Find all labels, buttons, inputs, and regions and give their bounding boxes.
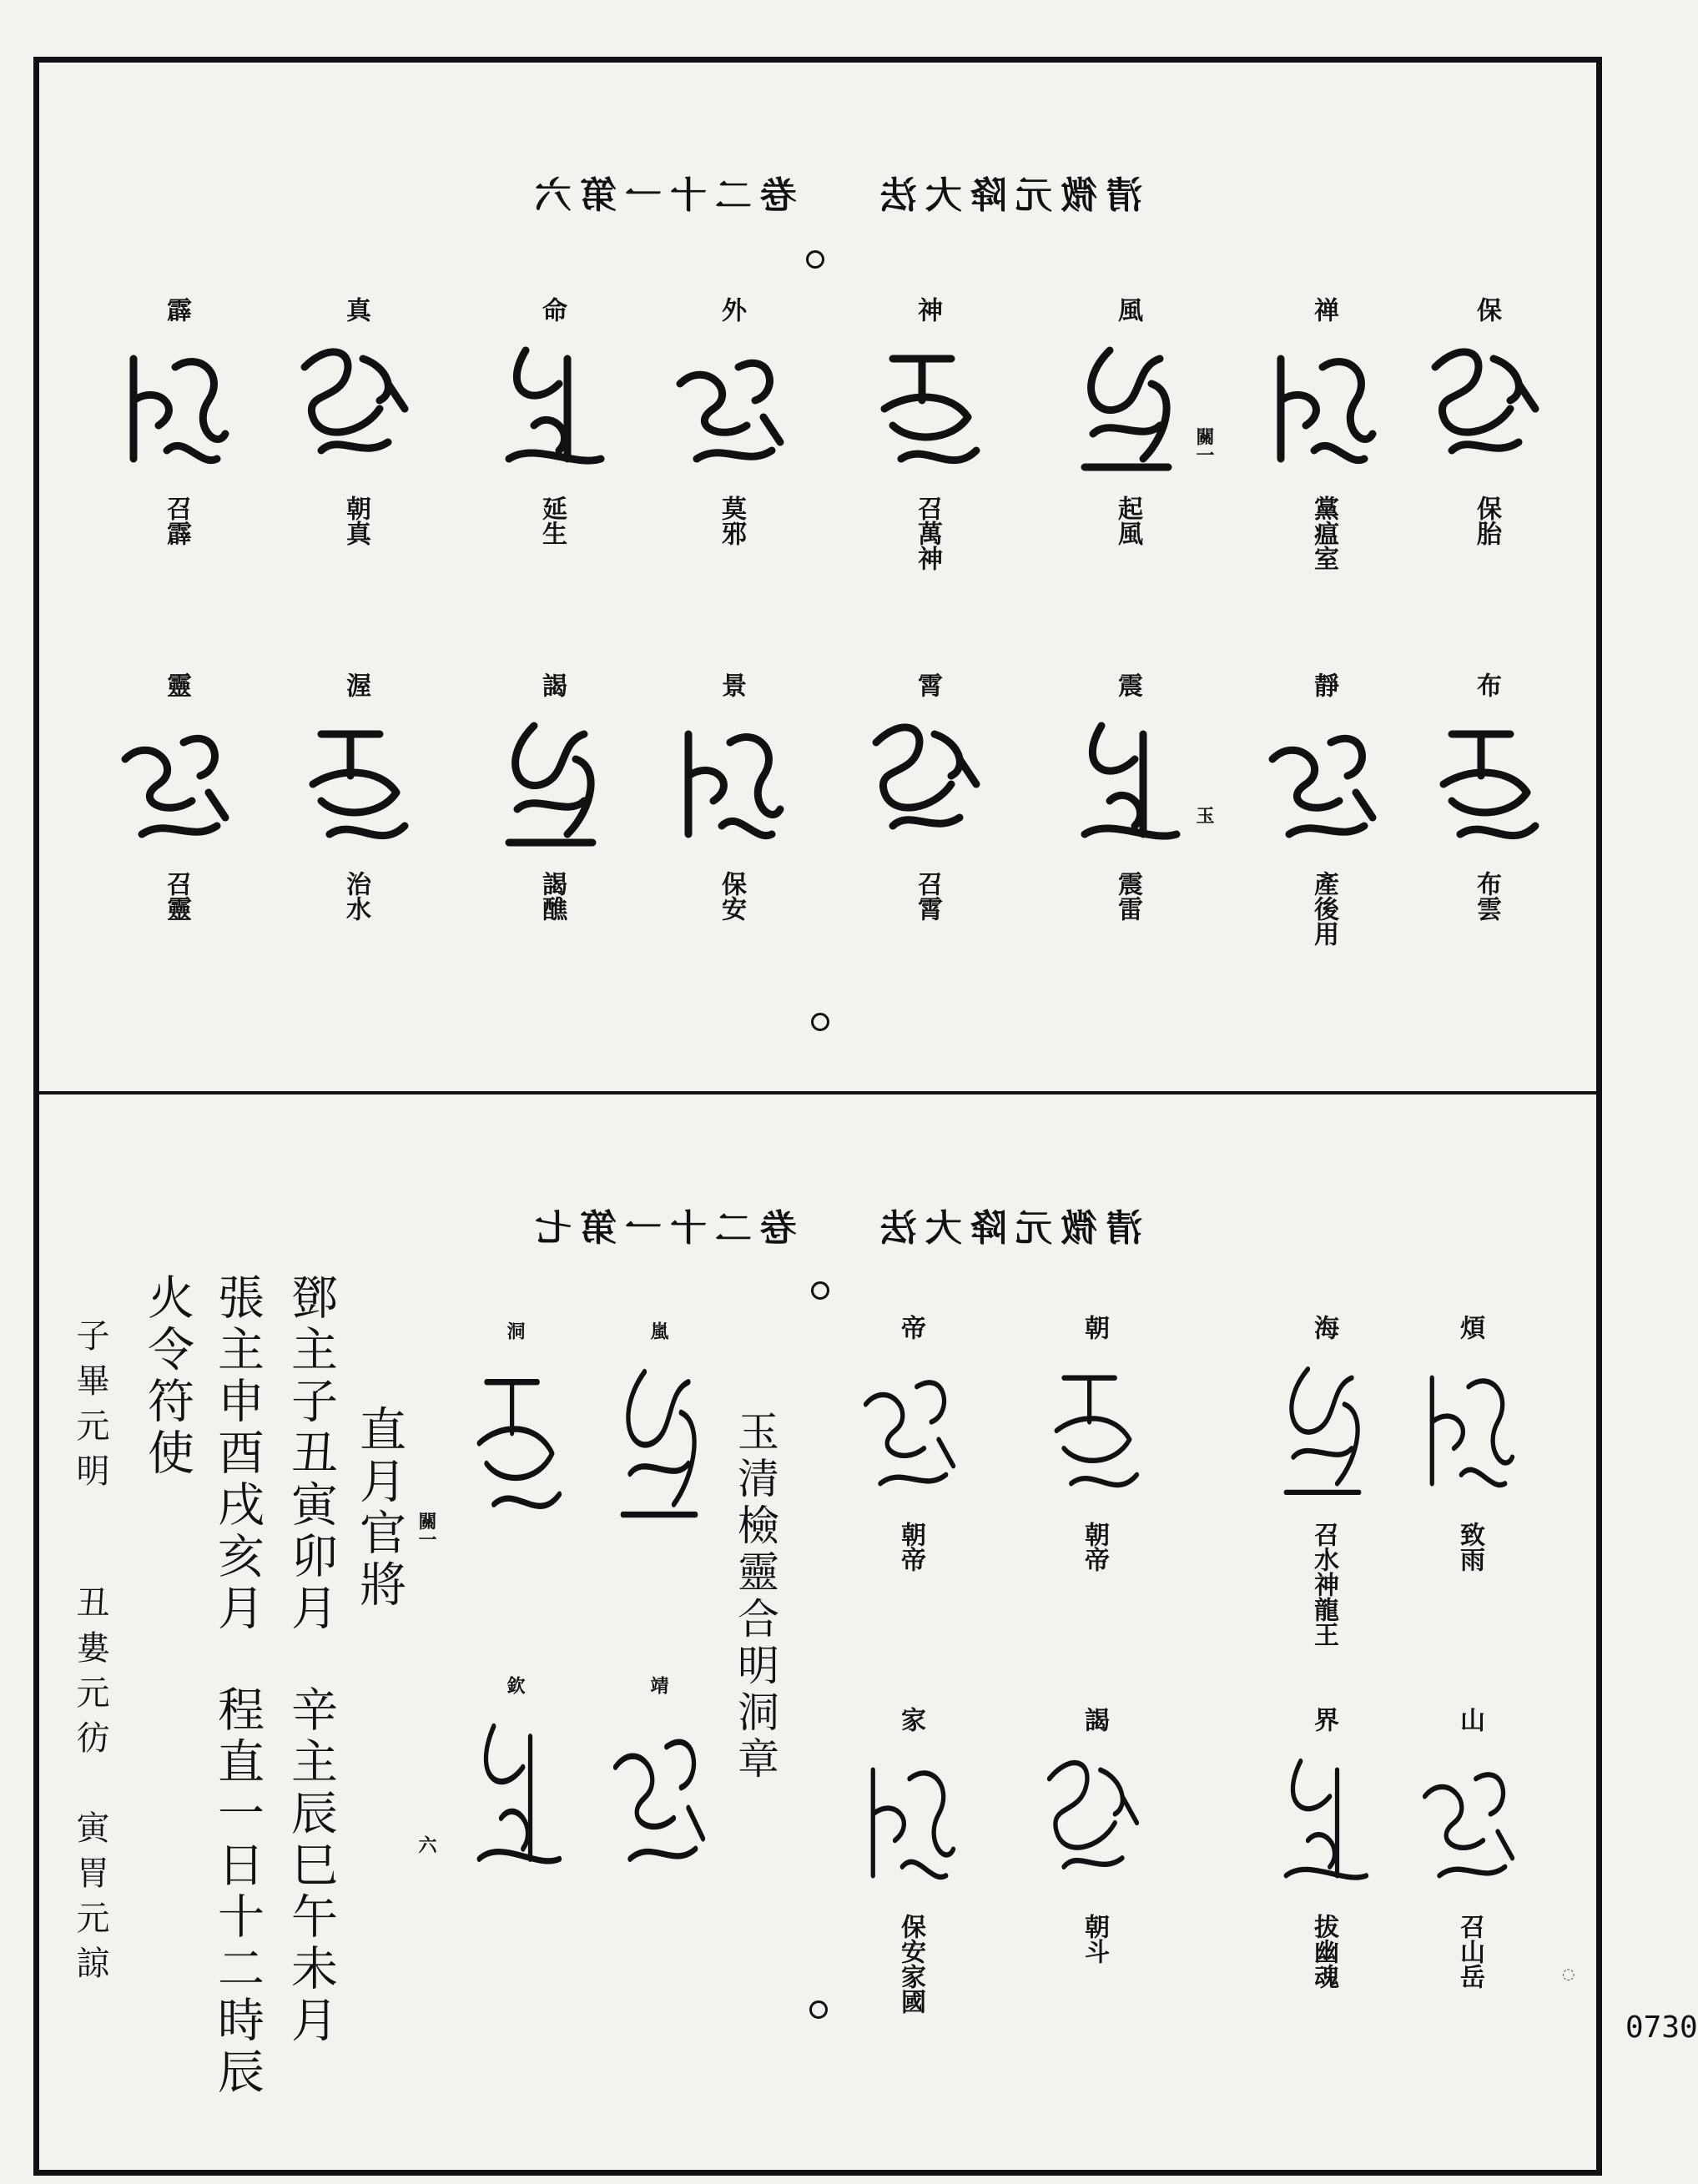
talisman-caption: 延生 [537, 496, 567, 546]
talisman-name: 震 [1113, 672, 1142, 697]
text-column: 火令符使 [140, 1273, 194, 1480]
talisman-caption: 拔幽魂 [1309, 1914, 1338, 1989]
talisman-caption: 召靈 [162, 871, 191, 921]
talisman-caption: 布雲 [1472, 871, 1501, 921]
seal-glyph [601, 1351, 718, 1535]
talisman-name: 家 [896, 1707, 925, 1732]
talisman-caption: 謁醮 [537, 871, 567, 921]
talisman-name: 靜 [1309, 672, 1338, 697]
page-number: 0730 [1625, 2010, 1698, 2045]
side-tag: 關一 [1193, 427, 1215, 464]
talisman-caption: 召霄 [913, 871, 942, 921]
talisman-glyph [1060, 709, 1193, 859]
talisman-name: 渥 [341, 672, 370, 697]
top-header-volume: 卷二十一第六 [526, 174, 797, 217]
talisman-caption: 保胎 [1472, 496, 1501, 546]
talisman-caption: 莫邪 [717, 496, 746, 546]
registration-circle [811, 1013, 829, 1031]
top-page-header [0, 165, 1669, 219]
bottom-page-header [0, 1198, 1669, 1251]
side-tag: 關一 [416, 1512, 437, 1548]
page-divider [33, 1091, 1602, 1095]
talisman-glyph [851, 1744, 968, 1902]
talisman-glyph [288, 709, 421, 859]
talisman-glyph [851, 1351, 968, 1510]
talisman-glyph [859, 709, 993, 859]
talisman-caption: 朝帝 [896, 1522, 925, 1572]
text-column: 丑婁元彷 寅胃元諒 [71, 1585, 109, 1990]
talisman-caption: 召萬神 [913, 496, 942, 571]
talisman-caption: 召水神龍王 [1309, 1522, 1338, 1647]
talisman-name: 布 [1472, 672, 1501, 697]
talisman-caption: 治水 [341, 871, 370, 921]
talisman-name: 海 [1309, 1315, 1338, 1340]
talisman-caption: 召山岳 [1455, 1914, 1484, 1989]
talisman-glyph [1410, 1351, 1527, 1510]
registration-circle [806, 250, 824, 269]
talisman-name: 界 [1309, 1707, 1338, 1732]
talisman-caption: 朝斗 [1080, 1914, 1109, 1964]
top-header-title: 清微元降大法 [872, 174, 1143, 217]
talisman-name: 朝 [1080, 1315, 1109, 1340]
talisman-glyph [1035, 1744, 1151, 1902]
talisman-name: 風 [1113, 297, 1142, 322]
talisman-caption: 朝帝 [1080, 1522, 1109, 1572]
seal-name: 靖 [647, 1676, 669, 1694]
talisman-glyph [1256, 709, 1389, 859]
talisman-glyph [108, 709, 242, 859]
seal-glyph [457, 1706, 574, 1890]
yuqing-title: 玉清檢靈合明洞章 [731, 1410, 779, 1784]
talisman-glyph [1060, 334, 1193, 484]
talisman-glyph [1410, 1744, 1527, 1902]
talisman-caption: 致雨 [1455, 1522, 1484, 1572]
talisman-caption: 產後用 [1309, 871, 1338, 946]
talisman-glyph [663, 709, 797, 859]
registration-circle [809, 2000, 828, 2019]
talisman-name: 真 [341, 297, 370, 322]
talisman-glyph [484, 334, 617, 484]
talisman-glyph [1418, 334, 1552, 484]
talisman-glyph [288, 334, 421, 484]
talisman-name: 靈 [162, 672, 191, 697]
seal-glyph [457, 1351, 574, 1535]
seal-name: 洞 [504, 1321, 526, 1340]
talisman-name: 煩 [1455, 1315, 1484, 1340]
talisman-glyph [1418, 709, 1552, 859]
talisman-caption: 保安家國 [896, 1914, 925, 2014]
talisman-name: 霹 [162, 297, 191, 322]
talisman-name: 帝 [896, 1315, 925, 1340]
talisman-name: 山 [1455, 1707, 1484, 1732]
bottom-header-title: 清微元降大法 [872, 1207, 1143, 1250]
talisman-name: 景 [717, 672, 746, 697]
text-column: 程直一日十二時辰 [210, 1685, 265, 2099]
seal-glyph [601, 1706, 718, 1890]
talisman-caption: 朝真 [341, 496, 370, 546]
talisman-name: 神 [913, 297, 942, 322]
text-column: 張主申酉戌亥月 [210, 1273, 265, 1635]
talisman-glyph [1256, 334, 1389, 484]
talisman-name: 禅 [1309, 297, 1338, 322]
seal-name: 欽 [504, 1676, 526, 1694]
text-column: 辛主辰巳午未月 [284, 1685, 338, 2047]
talisman-caption: 黨瘟室 [1309, 496, 1338, 571]
talisman-caption: 起風 [1113, 496, 1142, 546]
talisman-glyph [1035, 1351, 1151, 1510]
talisman-glyph [859, 334, 993, 484]
text-column: 子畢元明 [71, 1318, 109, 1498]
talisman-caption: 召霹 [162, 496, 191, 546]
talisman-name: 保 [1472, 297, 1501, 322]
side-tag: 六 [416, 1835, 437, 1854]
text-column: 鄧主子丑寅卯月 [284, 1273, 338, 1635]
talisman-glyph [108, 334, 242, 484]
talisman-caption: 保安 [717, 871, 746, 921]
talisman-caption: 震雷 [1113, 871, 1142, 921]
talisman-name: 外 [717, 297, 746, 322]
text-column: 直月官將 [352, 1405, 406, 1612]
bottom-header-volume: 卷二十一第七 [526, 1207, 797, 1250]
side-tag: 玉 [1193, 806, 1215, 824]
talisman-name: 謁 [537, 672, 567, 697]
talisman-name: 霄 [913, 672, 942, 697]
talisman-glyph [1264, 1744, 1381, 1902]
talisman-name: 命 [537, 297, 567, 322]
talisman-glyph [1264, 1351, 1381, 1510]
registration-circle [811, 1281, 829, 1300]
talisman-glyph [663, 334, 797, 484]
talisman-name: 謁 [1080, 1707, 1109, 1732]
talisman-glyph [484, 709, 617, 859]
seal-name: 嵐 [647, 1321, 669, 1340]
ink-smudge: ◌ [1562, 1965, 1575, 1983]
